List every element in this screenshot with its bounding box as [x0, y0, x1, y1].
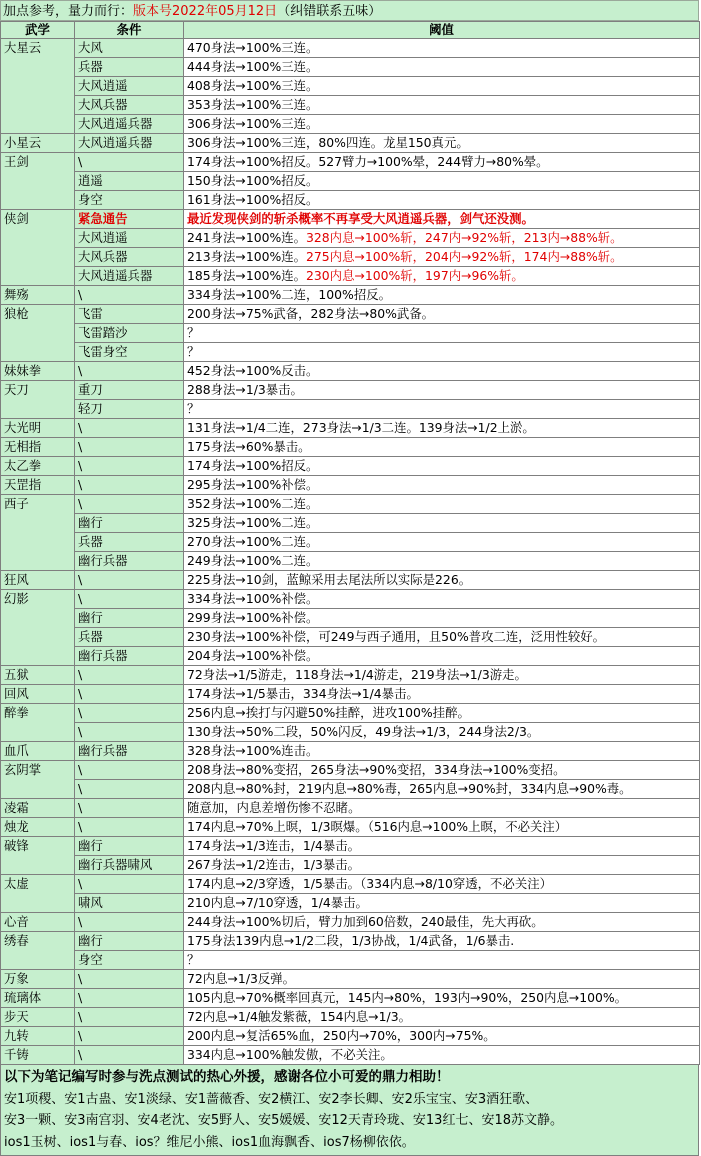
- threshold-text: 244身法→100%切后，臂力加到60倍数，240最佳，先大再砍。: [187, 914, 544, 929]
- table-row: [1, 894, 700, 913]
- threshold-cell: [184, 799, 700, 818]
- condition-cell: \: [75, 989, 184, 1008]
- martial-art-name: 步天: [1, 1008, 75, 1027]
- credits-line: 安3一颗、安3南宫羽、安4老沈、安5野人、安5媛媛、安12天青玲珑、安13红七、安18苏文静。: [4, 1113, 563, 1128]
- threshold-cell: [184, 666, 700, 685]
- threshold-text: 最近发现侠剑的斩杀概率不再享受大风逍遥兵器，剑气还没测。: [187, 211, 534, 226]
- table-row: [1, 96, 700, 115]
- condition-cell: \: [75, 438, 184, 457]
- condition-cell: \: [75, 571, 184, 590]
- table-row: [1, 704, 700, 723]
- condition-cell: \: [75, 723, 184, 742]
- table-row: [1, 1008, 700, 1027]
- table-row: [1, 286, 700, 305]
- threshold-text: 174身法→1/3连击，1/4暴击。: [187, 838, 361, 853]
- table-row: [1, 39, 700, 58]
- condition-cell: 大风兵器: [75, 96, 184, 115]
- column-header-row: [1, 22, 700, 39]
- threshold-cell: [184, 305, 700, 324]
- martial-art-name: 烛龙: [1, 818, 75, 837]
- threshold-text: 328身法→100%连击。: [187, 743, 319, 758]
- table-row: [1, 248, 700, 267]
- condition-cell: \: [75, 704, 184, 723]
- condition-cell: 啸风: [75, 894, 184, 913]
- condition-cell: \: [75, 970, 184, 989]
- threshold-cell: [184, 457, 700, 476]
- martial-art-name: 大星云: [1, 39, 75, 134]
- threshold-cell: [184, 248, 700, 267]
- table-row: [1, 780, 700, 799]
- table-row: [1, 58, 700, 77]
- table-row: [1, 324, 700, 343]
- condition-cell: 身空: [75, 191, 184, 210]
- threshold-cell: [184, 647, 700, 666]
- header-suffix: （纠错联系五味）: [277, 4, 382, 19]
- condition-cell: 身空: [75, 951, 184, 970]
- table-row: [1, 628, 700, 647]
- threshold-text: 174内息→70%上暝，1/3暝爆。（516内息→100%上暝，不必关注）: [187, 819, 568, 834]
- threshold-cell: [184, 913, 700, 932]
- sheet-header: [0, 0, 699, 21]
- table-row: [1, 913, 700, 932]
- martial-art-name: 回风: [1, 685, 75, 704]
- threshold-text: 175身法→60%暴击。: [187, 439, 311, 454]
- threshold-text: 174内息→2/3穿透，1/5暴击。（334内息→8/10穿透，不必关注）: [187, 876, 552, 891]
- table-row: [1, 875, 700, 894]
- condition-cell: 飞雷: [75, 305, 184, 324]
- condition-cell: 紧急通告: [75, 210, 184, 229]
- threshold-cell: [184, 267, 700, 286]
- table-row: [1, 305, 700, 324]
- threshold-text: 225身法→10剑，蓝鲸采用去尾法所以实际是226。: [187, 572, 472, 587]
- column-header-threshold: 阈值: [184, 22, 700, 39]
- table-row: [1, 419, 700, 438]
- threshold-text: 256内息→挨打与闪避50%挂醉，进攻100%挂醉。: [187, 705, 470, 720]
- condition-cell: \: [75, 362, 184, 381]
- table-row: [1, 742, 700, 761]
- condition-cell: 幽行兵器: [75, 742, 184, 761]
- threshold-cell: [184, 704, 700, 723]
- condition-cell: 幽行兵器: [75, 552, 184, 571]
- table-row: [1, 495, 700, 514]
- martial-art-name: 五狱: [1, 666, 75, 685]
- table-row: [1, 666, 700, 685]
- condition-cell: \: [75, 590, 184, 609]
- threshold-cell: [184, 875, 700, 894]
- martial-art-name: 舞殇: [1, 286, 75, 305]
- threshold-cell: [184, 856, 700, 875]
- threshold-cell: [184, 533, 700, 552]
- condition-cell: \: [75, 153, 184, 172]
- threshold-cell: [184, 476, 700, 495]
- threshold-table: [0, 21, 700, 1065]
- threshold-text: 408身法→100%三连。: [187, 78, 319, 93]
- table-row: [1, 191, 700, 210]
- table-body: [1, 39, 700, 1065]
- martial-art-name: 王剑: [1, 153, 75, 210]
- condition-cell: \: [75, 761, 184, 780]
- threshold-cell: [184, 780, 700, 799]
- table-row: [1, 685, 700, 704]
- condition-cell: 兵器: [75, 628, 184, 647]
- threshold-text: 306身法→100%三连，80%四连。龙星150真元。: [187, 135, 469, 150]
- threshold-cell: [184, 1027, 700, 1046]
- table-row: [1, 761, 700, 780]
- threshold-cell: [184, 210, 700, 229]
- condition-cell: 兵器: [75, 58, 184, 77]
- condition-cell: \: [75, 419, 184, 438]
- threshold-cell: [184, 932, 700, 951]
- column-header-condition: 条件: [75, 22, 184, 39]
- threshold-cell: [184, 951, 700, 970]
- martial-art-name: 绣春: [1, 932, 75, 970]
- threshold-text: 295身法→100%补偿。: [187, 477, 319, 492]
- threshold-cell: [184, 58, 700, 77]
- martial-art-name: 琉璃体: [1, 989, 75, 1008]
- threshold-cell: [184, 970, 700, 989]
- threshold-text: 210内息→7/10穿透，1/4暴击。: [187, 895, 368, 910]
- martial-art-name: 狂风: [1, 571, 75, 590]
- table-row: [1, 514, 700, 533]
- threshold-cell: [184, 324, 700, 343]
- condition-cell: 大风逍遥兵器: [75, 134, 184, 153]
- threshold-text: 72身法→1/5游走，118身法→1/4游走，219身法→1/3游走。: [187, 667, 527, 682]
- condition-cell: 大风逍遥: [75, 77, 184, 96]
- threshold-text: ？: [187, 401, 200, 416]
- condition-cell: 大风: [75, 39, 184, 58]
- threshold-text: 150身法→100%招反。: [187, 173, 319, 188]
- threshold-text: 306身法→100%三连。: [187, 116, 319, 131]
- slash-threshold-text: 230内息→100%斩，197内→96%斩。: [306, 268, 524, 283]
- martial-art-name: 血爪: [1, 742, 75, 761]
- threshold-text: 208身法→80%变招，265身法→90%变招，334身法→100%变招。: [187, 762, 566, 777]
- threshold-cell: [184, 1008, 700, 1027]
- threshold-text: 174身法→1/5暴击，334身法→1/4暴击。: [187, 686, 419, 701]
- martial-art-name: 太虚: [1, 875, 75, 913]
- threshold-cell: [184, 229, 700, 248]
- condition-cell: 幽行兵器啸风: [75, 856, 184, 875]
- threshold-text: 200内息→复活65%血，250内→70%，300内→75%。: [187, 1028, 496, 1043]
- condition-cell: \: [75, 495, 184, 514]
- table-row: [1, 989, 700, 1008]
- threshold-cell: [184, 742, 700, 761]
- threshold-text: 213身法→100%连。: [187, 249, 307, 264]
- condition-cell: 幽行兵器: [75, 647, 184, 666]
- condition-cell: 幽行: [75, 609, 184, 628]
- threshold-text: ？: [187, 952, 200, 967]
- condition-cell: 逍遥: [75, 172, 184, 191]
- condition-cell: \: [75, 685, 184, 704]
- table-row: [1, 343, 700, 362]
- martial-art-name: 破锋: [1, 837, 75, 875]
- threshold-text: 204身法→100%补偿。: [187, 648, 319, 663]
- threshold-cell: [184, 343, 700, 362]
- table-row: [1, 552, 700, 571]
- slash-threshold-text: 328内息→100%斩，247内→92%斩，213内→88%斩。: [306, 230, 623, 245]
- threshold-text: 131身法→1/4二连，273身法→1/3二连。139身法→1/2上淤。: [187, 420, 535, 435]
- threshold-cell: [184, 77, 700, 96]
- table-row: [1, 932, 700, 951]
- condition-cell: \: [75, 286, 184, 305]
- threshold-text: 200身法→75%武备，282身法→80%武备。: [187, 306, 435, 321]
- condition-cell: \: [75, 476, 184, 495]
- martial-art-name: 天罡指: [1, 476, 75, 495]
- threshold-text: 72内息→1/3反弹。: [187, 971, 296, 986]
- threshold-cell: [184, 818, 700, 837]
- threshold-text: ？: [187, 325, 200, 340]
- condition-cell: \: [75, 1046, 184, 1065]
- version-label: 版本号2022年05月12日: [133, 4, 278, 19]
- threshold-text: 241身法→100%连。: [187, 230, 307, 245]
- table-row: [1, 77, 700, 96]
- threshold-cell: [184, 552, 700, 571]
- credits-line: ios1玉树、ios1与春、ios？维尼小熊、ios1血海飘香、ios7杨柳依依。: [4, 1134, 415, 1150]
- condition-cell: \: [75, 1027, 184, 1046]
- martial-art-name: 小星云: [1, 134, 75, 153]
- table-row: [1, 267, 700, 286]
- threshold-cell: [184, 286, 700, 305]
- martial-art-name: 幻影: [1, 590, 75, 666]
- martial-art-name: 妹妹拳: [1, 362, 75, 381]
- threshold-text: 174身法→100%招反。527臂力→100%晕，244臂力→80%晕。: [187, 154, 549, 169]
- threshold-text: 299身法→100%补偿。: [187, 610, 319, 625]
- threshold-cell: [184, 761, 700, 780]
- table-row: [1, 210, 700, 229]
- credits-line: 安1项稷、安1古蛊、安1淡绿、安1蔷薇香、安2横江、安2李长卿、安2乐宝宝、安3酒狂歌、: [4, 1091, 539, 1107]
- condition-cell: 飞雷踏沙: [75, 324, 184, 343]
- threshold-text: 452身法→100%反击。: [187, 363, 319, 378]
- condition-cell: \: [75, 799, 184, 818]
- threshold-cell: [184, 628, 700, 647]
- threshold-text: 325身法→100%二连。: [187, 515, 319, 530]
- header-prefix: 加点参考，量力而行：: [3, 4, 134, 19]
- condition-cell: 轻刀: [75, 400, 184, 419]
- table-row: [1, 153, 700, 172]
- threshold-cell: [184, 723, 700, 742]
- threshold-cell: [184, 438, 700, 457]
- condition-cell: \: [75, 875, 184, 894]
- threshold-text: 334身法→100%二连，100%招反。: [187, 287, 392, 302]
- condition-cell: \: [75, 457, 184, 476]
- threshold-text: 随意加，内息差增伤惨不忍睹。: [187, 800, 361, 815]
- condition-cell: 幽行: [75, 837, 184, 856]
- threshold-cell: [184, 191, 700, 210]
- table-row: [1, 856, 700, 875]
- condition-cell: 兵器: [75, 533, 184, 552]
- threshold-cell: [184, 590, 700, 609]
- threshold-cell: [184, 134, 700, 153]
- table-row: [1, 476, 700, 495]
- threshold-text: 334身法→100%补偿。: [187, 591, 319, 606]
- martial-art-name: 天刀: [1, 381, 75, 419]
- martial-art-name: 狼枪: [1, 305, 75, 362]
- table-row: [1, 837, 700, 856]
- threshold-text: 249身法→100%二连。: [187, 553, 319, 568]
- threshold-text: 334内息→100%触发傲，不必关注。: [187, 1047, 393, 1062]
- threshold-cell: [184, 362, 700, 381]
- threshold-cell: [184, 894, 700, 913]
- table-row: [1, 590, 700, 609]
- martial-art-name: 醉拳: [1, 704, 75, 742]
- condition-cell: 大风逍遥兵器: [75, 267, 184, 286]
- threshold-cell: [184, 837, 700, 856]
- threshold-cell: [184, 381, 700, 400]
- column-header-martial: 武学: [1, 22, 75, 39]
- table-row: [1, 799, 700, 818]
- slash-threshold-text: 275内息→100%斩，204内→92%斩，174内→88%斩。: [306, 249, 623, 264]
- threshold-cell: [184, 609, 700, 628]
- condition-cell: \: [75, 1008, 184, 1027]
- condition-cell: 幽行: [75, 514, 184, 533]
- threshold-text: 470身法→100%三连。: [187, 40, 319, 55]
- condition-cell: \: [75, 913, 184, 932]
- threshold-text: 72内息→1/4触发紫薇，154内息→1/3。: [187, 1009, 411, 1024]
- table-row: [1, 571, 700, 590]
- credits-footer: [0, 1065, 699, 1156]
- table-row: [1, 1046, 700, 1065]
- condition-cell: \: [75, 666, 184, 685]
- martial-art-name: 千铸: [1, 1046, 75, 1065]
- condition-cell: 大风兵器: [75, 248, 184, 267]
- threshold-text: 185身法→100%连。: [187, 268, 307, 283]
- threshold-text: 267身法→1/2连击，1/3暴击。: [187, 857, 361, 872]
- threshold-cell: [184, 172, 700, 191]
- martial-art-name: 西子: [1, 495, 75, 571]
- threshold-cell: [184, 495, 700, 514]
- table-row: [1, 609, 700, 628]
- threshold-text: 208内息→80%封，219内息→80%毒，265内息→90%封，334内息→90%毒。: [187, 781, 632, 796]
- condition-cell: 幽行: [75, 932, 184, 951]
- table-row: [1, 647, 700, 666]
- threshold-text: ？: [187, 344, 200, 359]
- threshold-text: 161身法→100%招反。: [187, 192, 319, 207]
- table-row: [1, 115, 700, 134]
- table-row: [1, 818, 700, 837]
- martial-art-name: 无相指: [1, 438, 75, 457]
- threshold-cell: [184, 685, 700, 704]
- condition-cell: 重刀: [75, 381, 184, 400]
- threshold-cell: [184, 400, 700, 419]
- threshold-cell: [184, 514, 700, 533]
- condition-cell: \: [75, 818, 184, 837]
- threshold-text: 174身法→100%招反。: [187, 458, 319, 473]
- threshold-cell: [184, 153, 700, 172]
- martial-art-name: 太乙拳: [1, 457, 75, 476]
- martial-art-name: 凌霜: [1, 799, 75, 818]
- threshold-text: 105内息→70%概率回真元，145内→80%，193内→90%，250内息→100%。: [187, 990, 628, 1005]
- table-row: [1, 723, 700, 742]
- threshold-cell: [184, 39, 700, 58]
- table-row: [1, 134, 700, 153]
- table-row: [1, 400, 700, 419]
- threshold-cell: [184, 989, 700, 1008]
- threshold-text: 444身法→100%三连。: [187, 59, 319, 74]
- threshold-text: 288身法→1/3暴击。: [187, 382, 303, 397]
- threshold-cell: [184, 1046, 700, 1065]
- threshold-text: 175身法139内息→1/2二段，1/3协战，1/4武备，1/6暴击.: [187, 933, 515, 948]
- condition-cell: 飞雷身空: [75, 343, 184, 362]
- threshold-text: 130身法→50%二段，50%闪反，49身法→1/3，244身法2/3。: [187, 724, 540, 739]
- threshold-cell: [184, 115, 700, 134]
- table-row: [1, 1027, 700, 1046]
- table-row: [1, 951, 700, 970]
- condition-cell: \: [75, 780, 184, 799]
- martial-art-name: 侠剑: [1, 210, 75, 286]
- table-row: [1, 533, 700, 552]
- threshold-cell: [184, 571, 700, 590]
- condition-cell: 大风逍遥: [75, 229, 184, 248]
- threshold-text: 353身法→100%三连。: [187, 97, 319, 112]
- threshold-text: 270身法→100%二连。: [187, 534, 319, 549]
- table-row: [1, 381, 700, 400]
- table-row: [1, 457, 700, 476]
- threshold-text: 352身法→100%二连。: [187, 496, 319, 511]
- martial-art-name: 心音: [1, 913, 75, 932]
- martial-art-name: 万象: [1, 970, 75, 989]
- threshold-cell: [184, 96, 700, 115]
- table-row: [1, 172, 700, 191]
- martial-art-name: 大光明: [1, 419, 75, 438]
- credits-title: 以下为笔记编写时参与洗点测试的热心外援，感谢各位小可爱的鼎力相助！: [4, 1069, 450, 1085]
- martial-art-name: 玄阴掌: [1, 761, 75, 799]
- threshold-cell: [184, 419, 700, 438]
- condition-cell: 大风逍遥兵器: [75, 115, 184, 134]
- table-row: [1, 438, 700, 457]
- table-row: [1, 970, 700, 989]
- table-row: [1, 229, 700, 248]
- threshold-text: 230身法→100%补偿，可249与西子通用，且50%普攻二连，泛用性较好。: [187, 629, 606, 644]
- martial-art-name: 九转: [1, 1027, 75, 1046]
- table-row: [1, 362, 700, 381]
